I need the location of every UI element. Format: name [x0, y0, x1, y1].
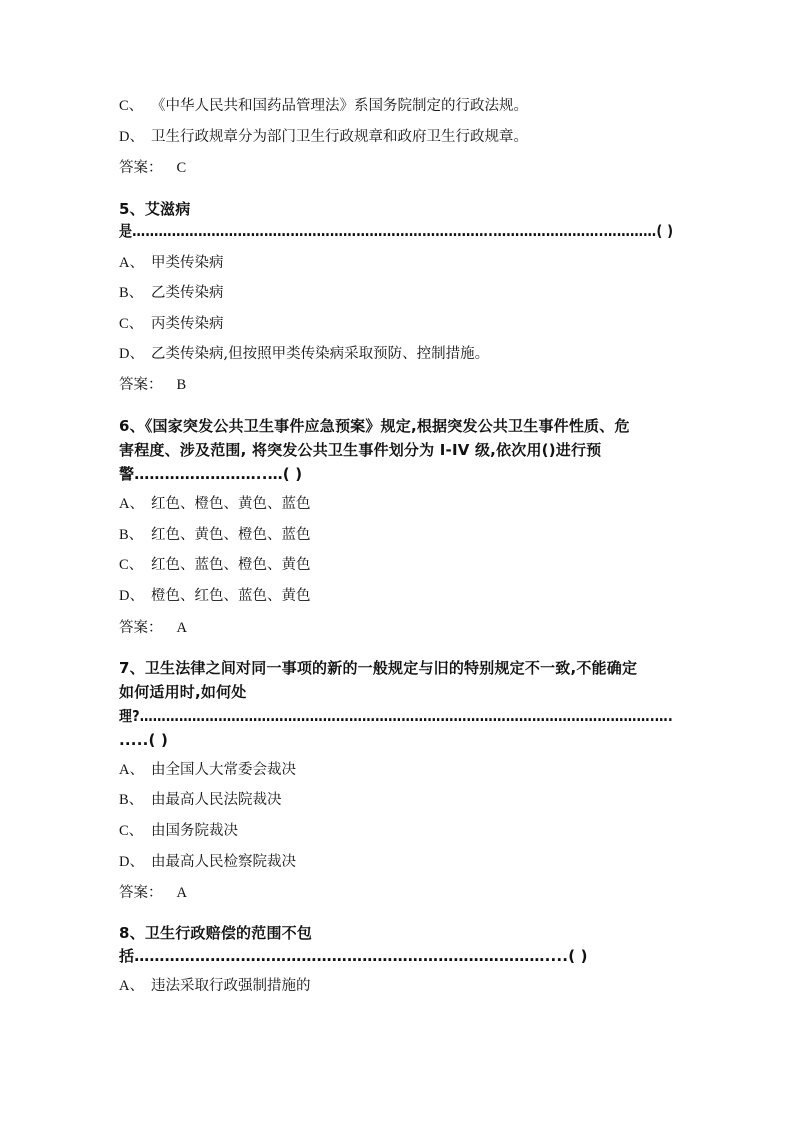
q6-option-a: [119, 494, 311, 514]
answer-label: 答案：: [119, 885, 163, 901]
option-letter: A、: [119, 978, 144, 994]
answer-value: C: [176, 160, 187, 176]
q6-option-c: [119, 555, 311, 575]
option-letter: D、: [119, 346, 144, 362]
q5-option-d: [119, 344, 489, 364]
option-text: 红色、黄色、橙色、蓝色: [151, 527, 311, 543]
option-letter: D、: [119, 854, 144, 870]
q7-option-c: [119, 821, 238, 841]
option-letter: C、: [119, 316, 144, 332]
answer-label: 答案：: [119, 160, 163, 176]
q5-option-b: [119, 283, 224, 303]
option-text: 由全国人大常委会裁决: [151, 762, 296, 778]
q7-answer: [119, 883, 187, 903]
answer-value: A: [176, 885, 187, 901]
option-letter: B、: [119, 527, 144, 543]
q7-option-d: [119, 852, 296, 872]
q4-answer: [119, 158, 186, 178]
q5-title-line-2: 是……………………………………………………………………….…………………….…………( ): [119, 222, 674, 240]
q6-option-d: [119, 586, 311, 606]
answer-value: A: [176, 620, 187, 636]
q7-title-line-1: 7、卫生法律之间对同一事项的新的一般规定与旧的特别规定不一致,不能确定: [119, 659, 638, 677]
q7-title-line-2: 如何适用时,如何处: [119, 683, 247, 701]
q6-title-line-3: 警……………………..…( ): [119, 465, 303, 483]
q6-option-b: [119, 525, 311, 545]
option-letter: B、: [119, 792, 144, 808]
option-letter: D、: [119, 588, 144, 604]
q7-title-line-4: .....( ): [119, 731, 169, 749]
option-text: 由国务院裁决: [151, 823, 238, 839]
q5-option-a: [119, 253, 224, 273]
q7-option-b: [119, 790, 282, 810]
option-letter: C、: [119, 557, 144, 573]
option-letter: C、: [119, 823, 144, 839]
option-text: 由最高人民法院裁决: [151, 792, 282, 808]
q8-option-a: [119, 976, 311, 996]
q5-title-line-1: 5、艾滋病: [119, 200, 191, 218]
option-text: 乙类传染病: [151, 285, 224, 301]
q4-option-c: [119, 96, 528, 116]
option-text: 红色、橙色、黄色、蓝色: [151, 496, 311, 512]
answer-label: 答案：: [119, 377, 163, 393]
option-letter: C、: [119, 98, 144, 114]
option-letter: A、: [119, 496, 144, 512]
q7-title-line-3: 理?……………………………………………………………………………………………………….….: [119, 707, 673, 725]
answer-value: B: [176, 377, 187, 393]
option-text: 红色、蓝色、橙色、黄色: [151, 557, 311, 573]
option-text: 丙类传染病: [151, 316, 224, 332]
option-text: 卫生行政规章分为部门卫生行政规章和政府卫生行政规章。: [151, 129, 528, 145]
option-letter: A、: [119, 762, 144, 778]
q5-answer: [119, 375, 186, 395]
q7-option-a: [119, 760, 296, 780]
q6-title-line-2: 害程度、涉及范围, 将突发公共卫生事件划分为 I-IV 级,依次用()进行预: [119, 441, 602, 459]
q6-answer: [119, 618, 187, 638]
option-text: 甲类传染病: [151, 255, 224, 271]
q6-title-line-1: 6、《国家突发公共卫生事件应急预案》规定,根据突发公共卫生事件性质、危: [119, 417, 630, 435]
answer-label: 答案：: [119, 620, 163, 636]
q8-title-line-2: 括………………………………………………………………………....( ): [119, 947, 588, 965]
option-text: 橙色、红色、蓝色、黄色: [151, 588, 311, 604]
option-text: 乙类传染病,但按照甲类传染病采取预防、控制措施。: [151, 346, 490, 362]
option-text: 《中华人民共和国药品管理法》系国务院制定的行政法规。: [151, 98, 528, 114]
option-text: 违法采取行政强制措施的: [151, 978, 311, 994]
option-letter: B、: [119, 285, 144, 301]
q8-title-line-1: 8、卫生行政赔偿的范围不包: [119, 924, 313, 942]
option-letter: A、: [119, 255, 144, 271]
q4-option-d: [119, 127, 528, 147]
option-text: 由最高人民检察院裁决: [151, 854, 296, 870]
q5-option-c: [119, 314, 224, 334]
option-letter: D、: [119, 129, 144, 145]
